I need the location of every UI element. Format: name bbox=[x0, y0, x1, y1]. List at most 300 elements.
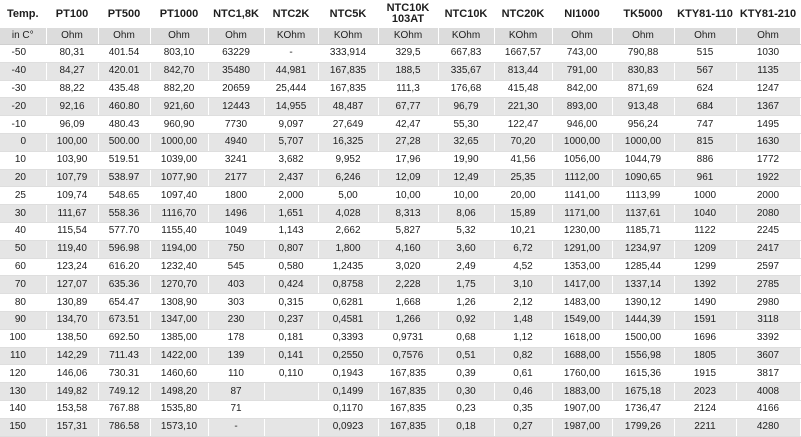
table-cell: 946,00 bbox=[552, 116, 612, 134]
table-cell bbox=[264, 400, 318, 418]
temperature-cell bbox=[0, 80, 46, 98]
table-row bbox=[0, 329, 800, 347]
table-cell: 1112,00 bbox=[552, 169, 612, 187]
table-cell: 100,00 bbox=[46, 133, 98, 151]
table-cell: 0,0923 bbox=[318, 418, 378, 436]
table-cell: 167,835 bbox=[378, 418, 438, 436]
table-row bbox=[0, 116, 800, 134]
table-cell: 1291,00 bbox=[552, 240, 612, 258]
temperature-cell bbox=[0, 240, 46, 258]
table-cell: 3392 bbox=[736, 329, 800, 347]
table-cell: 146,06 bbox=[46, 365, 98, 383]
table-cell: 1367 bbox=[736, 98, 800, 116]
table-cell: 16,325 bbox=[318, 133, 378, 151]
table-cell: 0,18 bbox=[438, 418, 494, 436]
table-cell: 71 bbox=[208, 400, 264, 418]
table-cell: 80,31 bbox=[46, 45, 98, 63]
column-header: NI1000 bbox=[552, 0, 612, 28]
temperature-cell bbox=[0, 98, 46, 116]
table-cell: 20,00 bbox=[494, 187, 552, 205]
table-body bbox=[0, 45, 800, 437]
table-cell: 1460,60 bbox=[150, 365, 208, 383]
table-cell: 35480 bbox=[208, 62, 264, 80]
table-cell: 1270,70 bbox=[150, 276, 208, 294]
table-cell: 1,266 bbox=[378, 311, 438, 329]
table-cell: 9,952 bbox=[318, 151, 378, 169]
table-cell: 1618,00 bbox=[552, 329, 612, 347]
table-cell: 743,00 bbox=[552, 45, 612, 63]
table-cell: 1498,20 bbox=[150, 383, 208, 401]
table-row bbox=[0, 400, 800, 418]
table-cell: 88,22 bbox=[46, 80, 98, 98]
table-cell: 1,651 bbox=[264, 205, 318, 223]
column-header: PT500 bbox=[98, 0, 150, 28]
table-cell: 142,29 bbox=[46, 347, 98, 365]
table-cell: 1915 bbox=[674, 365, 736, 383]
temperature-cell bbox=[0, 294, 46, 312]
table-cell: 0,6281 bbox=[318, 294, 378, 312]
table-cell: 1,143 bbox=[264, 222, 318, 240]
table-cell: 2177 bbox=[208, 169, 264, 187]
table-cell: 0,7576 bbox=[378, 347, 438, 365]
table-row bbox=[0, 62, 800, 80]
table-cell: 842,70 bbox=[150, 62, 208, 80]
table-cell: 616.20 bbox=[98, 258, 150, 276]
table-cell: 0,1499 bbox=[318, 383, 378, 401]
table-cell: 1141,00 bbox=[552, 187, 612, 205]
temperature-value: 10 bbox=[14, 154, 26, 166]
unit-cell: Ohm bbox=[98, 28, 150, 45]
table-cell: 871,69 bbox=[612, 80, 674, 98]
table-cell: 1630 bbox=[736, 133, 800, 151]
table-row bbox=[0, 276, 800, 294]
temperature-value: 30 bbox=[14, 207, 26, 219]
table-cell: 335,67 bbox=[438, 62, 494, 80]
column-header: Temp. bbox=[0, 0, 46, 28]
table-cell: 1390,12 bbox=[612, 294, 674, 312]
table-cell: 123,24 bbox=[46, 258, 98, 276]
table-cell: 882,20 bbox=[150, 80, 208, 98]
table-cell: 25,444 bbox=[264, 80, 318, 98]
temperature-value: -20 bbox=[11, 100, 26, 112]
table-cell: 157,31 bbox=[46, 418, 98, 436]
table-row bbox=[0, 45, 800, 63]
table-cell: 167,835 bbox=[378, 365, 438, 383]
table-cell: 842,00 bbox=[552, 80, 612, 98]
table-cell: 1171,00 bbox=[552, 205, 612, 223]
table-cell: 115,54 bbox=[46, 222, 98, 240]
temperature-cell bbox=[0, 62, 46, 80]
table-cell: 2000 bbox=[736, 187, 800, 205]
table-cell: 1299 bbox=[674, 258, 736, 276]
table-cell: 0,82 bbox=[494, 347, 552, 365]
temperature-value: 90 bbox=[14, 314, 26, 326]
table-cell: 913,48 bbox=[612, 98, 674, 116]
table-cell: 1000,00 bbox=[552, 133, 612, 151]
table-cell: 401.54 bbox=[98, 45, 150, 63]
table-cell: 10,00 bbox=[438, 187, 494, 205]
temperature-cell bbox=[0, 45, 46, 63]
unit-cell: Ohm bbox=[552, 28, 612, 45]
temperature-cell bbox=[0, 311, 46, 329]
table-cell: 1,48 bbox=[494, 311, 552, 329]
table-cell: 303 bbox=[208, 294, 264, 312]
table-cell: 0,1943 bbox=[318, 365, 378, 383]
table-cell: 1116,70 bbox=[150, 205, 208, 223]
table-cell: 803,10 bbox=[150, 45, 208, 63]
table-cell: 0,39 bbox=[438, 365, 494, 383]
temperature-value: -40 bbox=[11, 65, 26, 77]
table-cell: 1000 bbox=[674, 187, 736, 205]
temperature-value: -50 bbox=[11, 47, 26, 59]
table-cell: 7730 bbox=[208, 116, 264, 134]
table-cell: 111,3 bbox=[378, 80, 438, 98]
table-cell: 2597 bbox=[736, 258, 800, 276]
column-header: NTC5K bbox=[318, 0, 378, 28]
table-cell: 2,662 bbox=[318, 222, 378, 240]
table-cell: 333,914 bbox=[318, 45, 378, 63]
table-cell: 4280 bbox=[736, 418, 800, 436]
table-cell: 1155,40 bbox=[150, 222, 208, 240]
table-cell: 19,90 bbox=[438, 151, 494, 169]
table-cell: 545 bbox=[208, 258, 264, 276]
unit-cell: KOhm bbox=[264, 28, 318, 45]
table-cell: 0,23 bbox=[438, 400, 494, 418]
table-cell: 435.48 bbox=[98, 80, 150, 98]
table-cell: 48,487 bbox=[318, 98, 378, 116]
temperature-cell bbox=[0, 222, 46, 240]
table-cell: 27,28 bbox=[378, 133, 438, 151]
table-cell: 8,313 bbox=[378, 205, 438, 223]
column-header: PT1000 bbox=[150, 0, 208, 28]
table-cell: 107,79 bbox=[46, 169, 98, 187]
table-cell: 2785 bbox=[736, 276, 800, 294]
table-cell: 1549,00 bbox=[552, 311, 612, 329]
table-cell: 1090,65 bbox=[612, 169, 674, 187]
temperature-cell bbox=[0, 383, 46, 401]
table-cell: 127,07 bbox=[46, 276, 98, 294]
table-cell: 32,65 bbox=[438, 133, 494, 151]
table-cell: 1,75 bbox=[438, 276, 494, 294]
table-cell: 1232,40 bbox=[150, 258, 208, 276]
table-row bbox=[0, 240, 800, 258]
table-cell: 921,60 bbox=[150, 98, 208, 116]
table-cell: 730.31 bbox=[98, 365, 150, 383]
table-cell: 67,77 bbox=[378, 98, 438, 116]
column-header bbox=[378, 0, 438, 28]
table-cell: 1760,00 bbox=[552, 365, 612, 383]
temperature-value: 50 bbox=[14, 243, 26, 255]
table-cell: 1000,00 bbox=[612, 133, 674, 151]
table-cell: 1385,00 bbox=[150, 329, 208, 347]
table-row bbox=[0, 365, 800, 383]
unit-cell: Ohm bbox=[674, 28, 736, 45]
unit-cell: Ohm bbox=[46, 28, 98, 45]
table-cell: 1535,80 bbox=[150, 400, 208, 418]
table-cell: 119,40 bbox=[46, 240, 98, 258]
table-cell: 1675,18 bbox=[612, 383, 674, 401]
table-cell: 0,237 bbox=[264, 311, 318, 329]
table-cell: 1137,61 bbox=[612, 205, 674, 223]
table-cell: 1417,00 bbox=[552, 276, 612, 294]
table-cell: 0,2550 bbox=[318, 347, 378, 365]
table-cell: 1,26 bbox=[438, 294, 494, 312]
table-cell: 460.80 bbox=[98, 98, 150, 116]
table-cell: 2417 bbox=[736, 240, 800, 258]
temperature-value: 20 bbox=[14, 171, 26, 183]
table-cell: 1805 bbox=[674, 347, 736, 365]
table-cell: 5,00 bbox=[318, 187, 378, 205]
table-cell: 1907,00 bbox=[552, 400, 612, 418]
table-cell: 20659 bbox=[208, 80, 264, 98]
table-cell: 63229 bbox=[208, 45, 264, 63]
table-cell: 3,682 bbox=[264, 151, 318, 169]
table-cell: 635.36 bbox=[98, 276, 150, 294]
table-cell: 55,30 bbox=[438, 116, 494, 134]
table-cell: 14,955 bbox=[264, 98, 318, 116]
table-cell: 2080 bbox=[736, 205, 800, 223]
table-cell: 5,32 bbox=[438, 222, 494, 240]
table-cell: 3,020 bbox=[378, 258, 438, 276]
table-cell: 1044,79 bbox=[612, 151, 674, 169]
table-cell: 1573,10 bbox=[150, 418, 208, 436]
temperature-cell bbox=[0, 116, 46, 134]
table-cell: 1353,00 bbox=[552, 258, 612, 276]
table-cell: 519.51 bbox=[98, 151, 150, 169]
table-cell: 2211 bbox=[674, 418, 736, 436]
table-cell: 2,12 bbox=[494, 294, 552, 312]
table-cell: 0,315 bbox=[264, 294, 318, 312]
table-cell: 747 bbox=[674, 116, 736, 134]
table-cell: 1113,99 bbox=[612, 187, 674, 205]
table-cell: 9,097 bbox=[264, 116, 318, 134]
table-cell: 2980 bbox=[736, 294, 800, 312]
table-cell: 1495 bbox=[736, 116, 800, 134]
table-cell: 12443 bbox=[208, 98, 264, 116]
table-cell: 1122 bbox=[674, 222, 736, 240]
table-cell: 786.58 bbox=[98, 418, 150, 436]
column-header-line: NTC10K bbox=[386, 2, 430, 14]
column-header: NTC10K bbox=[438, 0, 494, 28]
table-cell: 1,800 bbox=[318, 240, 378, 258]
table-row bbox=[0, 258, 800, 276]
table-cell: 87 bbox=[208, 383, 264, 401]
temperature-value: 70 bbox=[14, 278, 26, 290]
table-cell: 767.88 bbox=[98, 400, 150, 418]
table-cell: 1234,97 bbox=[612, 240, 674, 258]
table-cell: 1883,00 bbox=[552, 383, 612, 401]
table-cell: 0,27 bbox=[494, 418, 552, 436]
table-cell: 500.00 bbox=[98, 133, 150, 151]
table-cell: 111,67 bbox=[46, 205, 98, 223]
table-cell: 3118 bbox=[736, 311, 800, 329]
table-cell: 0,51 bbox=[438, 347, 494, 365]
table-cell: 1422,00 bbox=[150, 347, 208, 365]
table-cell: 0,181 bbox=[264, 329, 318, 347]
temperature-value: 60 bbox=[14, 260, 26, 272]
temperature-value: 100 bbox=[9, 332, 26, 344]
table-cell: 122,47 bbox=[494, 116, 552, 134]
unit-cell: in C° bbox=[0, 28, 46, 45]
temperature-cell bbox=[0, 347, 46, 365]
table-cell: 654.47 bbox=[98, 294, 150, 312]
table-cell: 110 bbox=[208, 365, 264, 383]
table-cell: 415,48 bbox=[494, 80, 552, 98]
table-cell: 167,835 bbox=[318, 80, 378, 98]
table-cell: 2,437 bbox=[264, 169, 318, 187]
table-cell: 167,835 bbox=[378, 383, 438, 401]
table-cell: 109,74 bbox=[46, 187, 98, 205]
table-cell: 1056,00 bbox=[552, 151, 612, 169]
table-cell: 103,90 bbox=[46, 151, 98, 169]
table-cell: 138,50 bbox=[46, 329, 98, 347]
table-row bbox=[0, 151, 800, 169]
temperature-cell bbox=[0, 205, 46, 223]
temperature-cell bbox=[0, 169, 46, 187]
table-cell: 1,2435 bbox=[318, 258, 378, 276]
table-row bbox=[0, 205, 800, 223]
table-cell: 558.36 bbox=[98, 205, 150, 223]
table-cell: 0,424 bbox=[264, 276, 318, 294]
table-cell: 25,35 bbox=[494, 169, 552, 187]
table-row bbox=[0, 311, 800, 329]
table-cell: 1285,44 bbox=[612, 258, 674, 276]
table-cell: 70,20 bbox=[494, 133, 552, 151]
table-cell: 134,70 bbox=[46, 311, 98, 329]
table-cell: 515 bbox=[674, 45, 736, 63]
unit-cell: KOhm bbox=[318, 28, 378, 45]
table-cell: 480.43 bbox=[98, 116, 150, 134]
table-cell: 176,68 bbox=[438, 80, 494, 98]
table-cell: 960,90 bbox=[150, 116, 208, 134]
table-cell: 0,8758 bbox=[318, 276, 378, 294]
table-cell: 1800 bbox=[208, 187, 264, 205]
table-cell: 1039,00 bbox=[150, 151, 208, 169]
table-cell: 1000,00 bbox=[150, 133, 208, 151]
table-cell: 2,228 bbox=[378, 276, 438, 294]
column-header: NTC20K bbox=[494, 0, 552, 28]
table-cell: 1030 bbox=[736, 45, 800, 63]
table-cell: 1308,90 bbox=[150, 294, 208, 312]
table-cell: 0,141 bbox=[264, 347, 318, 365]
unit-cell: KOhm bbox=[438, 28, 494, 45]
table-cell: 830,83 bbox=[612, 62, 674, 80]
table-cell: 1483,00 bbox=[552, 294, 612, 312]
table-cell: 4,028 bbox=[318, 205, 378, 223]
temperature-cell bbox=[0, 133, 46, 151]
table-cell: 178 bbox=[208, 329, 264, 347]
unit-cell: Ohm bbox=[612, 28, 674, 45]
table-cell: 12,09 bbox=[378, 169, 438, 187]
table-row bbox=[0, 187, 800, 205]
table-cell: 0,807 bbox=[264, 240, 318, 258]
table-cell: 1185,71 bbox=[612, 222, 674, 240]
table-cell: 12,49 bbox=[438, 169, 494, 187]
table-cell: 42,47 bbox=[378, 116, 438, 134]
table-cell: 1556,98 bbox=[612, 347, 674, 365]
table-cell: 96,79 bbox=[438, 98, 494, 116]
table-cell: 1209 bbox=[674, 240, 736, 258]
table-cell: 2245 bbox=[736, 222, 800, 240]
table-cell: 577.70 bbox=[98, 222, 150, 240]
temperature-cell bbox=[0, 400, 46, 418]
table-cell: 1799,26 bbox=[612, 418, 674, 436]
table-cell: 6,246 bbox=[318, 169, 378, 187]
table-cell: 1688,00 bbox=[552, 347, 612, 365]
table-cell: 961 bbox=[674, 169, 736, 187]
table-cell: 749.12 bbox=[98, 383, 150, 401]
table-cell: 1615,36 bbox=[612, 365, 674, 383]
table-cell: 0,46 bbox=[494, 383, 552, 401]
table-cell: 3817 bbox=[736, 365, 800, 383]
column-header: KTY81-210 bbox=[736, 0, 800, 28]
table-row bbox=[0, 169, 800, 187]
table-cell: 3241 bbox=[208, 151, 264, 169]
table-cell: 139 bbox=[208, 347, 264, 365]
table-cell: 1696 bbox=[674, 329, 736, 347]
table-cell: 329,5 bbox=[378, 45, 438, 63]
table-cell: 893,00 bbox=[552, 98, 612, 116]
table-cell: 84,27 bbox=[46, 62, 98, 80]
temperature-cell bbox=[0, 151, 46, 169]
temperature-cell bbox=[0, 418, 46, 436]
table-cell: 5,707 bbox=[264, 133, 318, 151]
unit-cell: Ohm bbox=[736, 28, 800, 45]
table-cell: 1,12 bbox=[494, 329, 552, 347]
table-cell: 0,4581 bbox=[318, 311, 378, 329]
table-cell: 92,16 bbox=[46, 98, 98, 116]
table-cell: 1736,47 bbox=[612, 400, 674, 418]
table-cell: 596.98 bbox=[98, 240, 150, 258]
table-cell: 41,56 bbox=[494, 151, 552, 169]
table-cell: 1097,40 bbox=[150, 187, 208, 205]
table-cell: 567 bbox=[674, 62, 736, 80]
column-header-label bbox=[387, 3, 430, 25]
table-cell: 4,52 bbox=[494, 258, 552, 276]
table-cell: 750 bbox=[208, 240, 264, 258]
temperature-value: 120 bbox=[9, 367, 26, 379]
unit-cell: Ohm bbox=[208, 28, 264, 45]
table-cell: 10,00 bbox=[378, 187, 438, 205]
table-cell: 1922 bbox=[736, 169, 800, 187]
table-cell: 0,580 bbox=[264, 258, 318, 276]
table-cell: 2,49 bbox=[438, 258, 494, 276]
table-cell: 6,72 bbox=[494, 240, 552, 258]
table-cell: 791,00 bbox=[552, 62, 612, 80]
table-cell: 624 bbox=[674, 80, 736, 98]
temperature-cell bbox=[0, 187, 46, 205]
table-cell: 548.65 bbox=[98, 187, 150, 205]
table-cell: 1040 bbox=[674, 205, 736, 223]
column-header: NTC2K bbox=[264, 0, 318, 28]
table-cell: 1077,90 bbox=[150, 169, 208, 187]
table-cell: 692.50 bbox=[98, 329, 150, 347]
table-cell: 403 bbox=[208, 276, 264, 294]
temperature-value: 25 bbox=[14, 189, 26, 201]
table-cell: 0,30 bbox=[438, 383, 494, 401]
table-cell: 1049 bbox=[208, 222, 264, 240]
table-cell: 886 bbox=[674, 151, 736, 169]
table-cell: 44,981 bbox=[264, 62, 318, 80]
table-cell: 167,835 bbox=[318, 62, 378, 80]
temperature-cell bbox=[0, 329, 46, 347]
table-cell: 3,60 bbox=[438, 240, 494, 258]
temperature-cell bbox=[0, 365, 46, 383]
table-row bbox=[0, 418, 800, 436]
table-cell: 17,96 bbox=[378, 151, 438, 169]
table-cell: 684 bbox=[674, 98, 736, 116]
table-cell: 188,5 bbox=[378, 62, 438, 80]
